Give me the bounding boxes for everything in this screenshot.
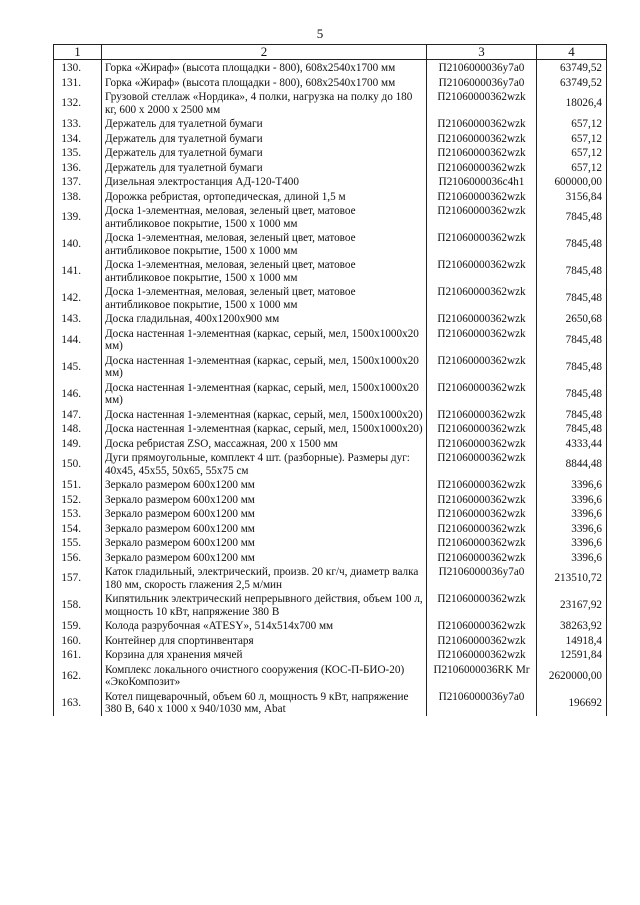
item-code: П21060000362wzk bbox=[427, 380, 537, 407]
item-value: 12591,84 bbox=[537, 647, 607, 662]
header-col-2: 2 bbox=[102, 45, 427, 60]
item-name: Горка «Жираф» (высота площадки - 800), 608х2540х1700 мм bbox=[102, 60, 427, 75]
table-row bbox=[54, 75, 607, 90]
item-name: Держатель для туалетной бумаги bbox=[102, 145, 427, 160]
item-value: 3396,6 bbox=[537, 506, 607, 521]
table-row bbox=[54, 131, 607, 146]
item-name: Доска 1-элементная, меловая, зеленый цвет, матовое антибликовое покрытие, 1500 х 1000 мм bbox=[102, 203, 427, 230]
row-number: 135. bbox=[54, 145, 102, 160]
item-name: Зеркало размером 600х1200 мм bbox=[102, 521, 427, 536]
item-value: 7845,48 bbox=[537, 203, 607, 230]
row-number: 146. bbox=[54, 380, 102, 407]
item-value: 2620000,00 bbox=[537, 662, 607, 689]
item-value: 4333,44 bbox=[537, 436, 607, 451]
header-col-3: 3 bbox=[427, 45, 537, 60]
item-name: Дизельная электростанция АД-120-Т400 bbox=[102, 174, 427, 189]
row-number: 147. bbox=[54, 407, 102, 422]
item-value: 3396,6 bbox=[537, 550, 607, 565]
item-code: П21060000362wzk bbox=[427, 492, 537, 507]
item-name: Дуги прямоугольные, комплект 4 шт. (разборные). Размеры дуг: 40х45, 45х55, 50х65, 55х75 см bbox=[102, 450, 427, 477]
table-row bbox=[54, 407, 607, 422]
table-row bbox=[54, 662, 607, 689]
header-row bbox=[54, 45, 607, 60]
table-row bbox=[54, 564, 607, 591]
row-number: 154. bbox=[54, 521, 102, 536]
row-number: 138. bbox=[54, 189, 102, 204]
row-number: 149. bbox=[54, 436, 102, 451]
table-row bbox=[54, 633, 607, 648]
item-value: 7845,48 bbox=[537, 257, 607, 284]
item-name: Колода разрубочная «ATESY», 514х514х700 мм bbox=[102, 618, 427, 633]
item-code: П21060000362wzk bbox=[427, 450, 537, 477]
item-code: П21060000362wzk bbox=[427, 145, 537, 160]
row-number: 155. bbox=[54, 535, 102, 550]
item-value: 38263,92 bbox=[537, 618, 607, 633]
row-number: 141. bbox=[54, 257, 102, 284]
item-name: Котел пищеварочный, объем 60 л, мощность 9 кВт, напряжение 380 В, 640 х 1000 х 940/1030 мм, Abat bbox=[102, 689, 427, 716]
item-value: 213510,72 bbox=[537, 564, 607, 591]
item-name: Держатель для туалетной бумаги bbox=[102, 116, 427, 131]
item-code: П21060000362wzk bbox=[427, 353, 537, 380]
item-value: 18026,4 bbox=[537, 89, 607, 116]
item-value: 3396,6 bbox=[537, 492, 607, 507]
row-number: 140. bbox=[54, 230, 102, 257]
item-name: Зеркало размером 600х1200 мм bbox=[102, 535, 427, 550]
table-row bbox=[54, 89, 607, 116]
item-value: 2650,68 bbox=[537, 311, 607, 326]
item-value: 657,12 bbox=[537, 116, 607, 131]
row-number: 159. bbox=[54, 618, 102, 633]
item-value: 7845,48 bbox=[537, 421, 607, 436]
row-number: 144. bbox=[54, 326, 102, 353]
item-code: П21060000362wzk bbox=[427, 436, 537, 451]
row-number: 162. bbox=[54, 662, 102, 689]
table-row bbox=[54, 421, 607, 436]
item-name: Грузовой стеллаж «Нордика», 4 полки, нагрузка на полку до 180 кг, 600 х 2000 х 2500 мм bbox=[102, 89, 427, 116]
table-row bbox=[54, 506, 607, 521]
item-code: П21060000362wzk bbox=[427, 521, 537, 536]
row-number: 133. bbox=[54, 116, 102, 131]
table-row bbox=[54, 477, 607, 492]
item-name: Зеркало размером 600х1200 мм bbox=[102, 506, 427, 521]
table-row bbox=[54, 380, 607, 407]
item-code: П21060000362wzk bbox=[427, 591, 537, 618]
item-name: Доска настенная 1-элементная (каркас, серый, мел, 1500х1000х20 мм) bbox=[102, 353, 427, 380]
item-name: Доска 1-элементная, меловая, зеленый цвет, матовое антибликовое покрытие, 1500 х 1000 мм bbox=[102, 230, 427, 257]
row-number: 151. bbox=[54, 477, 102, 492]
row-number: 163. bbox=[54, 689, 102, 716]
table-row bbox=[54, 550, 607, 565]
item-code: П21060000362wzk bbox=[427, 647, 537, 662]
row-number: 139. bbox=[54, 203, 102, 230]
row-number: 157. bbox=[54, 564, 102, 591]
table-row bbox=[54, 521, 607, 536]
row-number: 152. bbox=[54, 492, 102, 507]
row-number: 158. bbox=[54, 591, 102, 618]
row-number: 134. bbox=[54, 131, 102, 146]
item-code: П2106000036у7а0 bbox=[427, 60, 537, 75]
item-code: П21060000362wzk bbox=[427, 407, 537, 422]
table-row bbox=[54, 326, 607, 353]
table-row bbox=[54, 189, 607, 204]
item-value: 63749,52 bbox=[537, 60, 607, 75]
item-code: П21060000362wzk bbox=[427, 311, 537, 326]
row-number: 131. bbox=[54, 75, 102, 90]
row-number: 156. bbox=[54, 550, 102, 565]
item-value: 63749,52 bbox=[537, 75, 607, 90]
item-value: 657,12 bbox=[537, 160, 607, 175]
item-code: П21060000362wzk bbox=[427, 550, 537, 565]
table-row bbox=[54, 647, 607, 662]
item-code: П21060000362wzk bbox=[427, 203, 537, 230]
item-code: П2106000036у7а0 bbox=[427, 564, 537, 591]
item-value: 196692 bbox=[537, 689, 607, 716]
table-row bbox=[54, 145, 607, 160]
item-name: Держатель для туалетной бумаги bbox=[102, 131, 427, 146]
page-number: 5 bbox=[316, 26, 324, 41]
item-value: 7845,48 bbox=[537, 407, 607, 422]
table-row bbox=[54, 311, 607, 326]
item-code: П21060000362wzk bbox=[427, 89, 537, 116]
item-code: П2106000036с4h1 bbox=[427, 174, 537, 189]
item-value: 657,12 bbox=[537, 145, 607, 160]
item-code: П21060000362wzk bbox=[427, 506, 537, 521]
item-name: Доска настенная 1-элементная (каркас, серый, мел, 1500х1000х20 мм) bbox=[102, 380, 427, 407]
item-value: 14918,4 bbox=[537, 633, 607, 648]
table-row bbox=[54, 353, 607, 380]
item-value: 657,12 bbox=[537, 131, 607, 146]
item-value: 7845,48 bbox=[537, 353, 607, 380]
item-name: Дорожка ребристая, ортопедическая, длиной 1,5 м bbox=[102, 189, 427, 204]
item-name: Доска настенная 1-элементная (каркас, серый, мел, 1500х1000х20 мм) bbox=[102, 326, 427, 353]
row-number: 153. bbox=[54, 506, 102, 521]
item-name: Доска настенная 1-элементная (каркас, серый, мел, 1500х1000х20) bbox=[102, 421, 427, 436]
item-code: П21060000362wzk bbox=[427, 131, 537, 146]
item-name: Доска 1-элементная, меловая, зеленый цвет, матовое антибликовое покрытие, 1500 х 1000 мм bbox=[102, 284, 427, 311]
item-value: 3396,6 bbox=[537, 535, 607, 550]
row-number: 145. bbox=[54, 353, 102, 380]
row-number: 137. bbox=[54, 174, 102, 189]
item-value: 7845,48 bbox=[537, 326, 607, 353]
item-value: 3396,6 bbox=[537, 477, 607, 492]
item-name: Горка «Жираф» (высота площадки - 800), 608х2540х1700 мм bbox=[102, 75, 427, 90]
item-value: 7845,48 bbox=[537, 230, 607, 257]
table-row bbox=[54, 284, 607, 311]
row-number: 150. bbox=[54, 450, 102, 477]
item-code: П21060000362wzk bbox=[427, 189, 537, 204]
table-row bbox=[54, 689, 607, 716]
table-row bbox=[54, 203, 607, 230]
item-value: 8844,48 bbox=[537, 450, 607, 477]
item-code: П21060000362wzk bbox=[427, 535, 537, 550]
row-number: 136. bbox=[54, 160, 102, 175]
item-name: Держатель для туалетной бумаги bbox=[102, 160, 427, 175]
row-number: 161. bbox=[54, 647, 102, 662]
item-name: Комплекс локального очистного сооружения (КОС-П-БИО-20) «ЭкоКомпозит» bbox=[102, 662, 427, 689]
table-row bbox=[54, 535, 607, 550]
item-name: Каток гладильный, электрический, произв. 20 кг/ч, диаметр валка 180 мм, скорость глажения 2,5 м/мин bbox=[102, 564, 427, 591]
table-row bbox=[54, 116, 607, 131]
item-name: Корзина для хранения мячей bbox=[102, 647, 427, 662]
item-code: П21060000362wzk bbox=[427, 618, 537, 633]
table-row bbox=[54, 436, 607, 451]
item-code: П21060000362wzk bbox=[427, 230, 537, 257]
table-row bbox=[54, 591, 607, 618]
table-row bbox=[54, 450, 607, 477]
item-code: П2106000036у7а0 bbox=[427, 689, 537, 716]
table-row bbox=[54, 492, 607, 507]
item-value: 600000,00 bbox=[537, 174, 607, 189]
item-code: П21060000362wzk bbox=[427, 326, 537, 353]
item-code: П21060000362wzk bbox=[427, 284, 537, 311]
item-name: Доска ребристая ZSO, массажная, 200 х 1500 мм bbox=[102, 436, 427, 451]
inventory-table bbox=[53, 44, 607, 716]
row-number: 142. bbox=[54, 284, 102, 311]
item-code: П2106000036у7а0 bbox=[427, 75, 537, 90]
table-row bbox=[54, 257, 607, 284]
row-number: 132. bbox=[54, 89, 102, 116]
row-number: 148. bbox=[54, 421, 102, 436]
item-name: Зеркало размером 600х1200 мм bbox=[102, 550, 427, 565]
table-row bbox=[54, 160, 607, 175]
item-code: П2106000036RK Mr bbox=[427, 662, 537, 689]
row-number: 130. bbox=[54, 60, 102, 75]
item-value: 3396,6 bbox=[537, 521, 607, 536]
item-code: П21060000362wzk bbox=[427, 116, 537, 131]
item-name: Доска настенная 1-элементная (каркас, серый, мел, 1500х1000х20) bbox=[102, 407, 427, 422]
item-code: П21060000362wzk bbox=[427, 633, 537, 648]
item-value: 7845,48 bbox=[537, 380, 607, 407]
item-name: Контейнер для спортинвентаря bbox=[102, 633, 427, 648]
item-name: Кипятильник электрический непрерывного действия, объем 100 л, мощность 10 кВт, напряжение 380 В bbox=[102, 591, 427, 618]
header-col-1: 1 bbox=[54, 45, 102, 60]
item-code: П21060000362wzk bbox=[427, 477, 537, 492]
item-name: Доска гладильная, 400х1200х900 мм bbox=[102, 311, 427, 326]
row-number: 143. bbox=[54, 311, 102, 326]
table-row bbox=[54, 230, 607, 257]
item-value: 3156,84 bbox=[537, 189, 607, 204]
table-row bbox=[54, 618, 607, 633]
item-code: П21060000362wzk bbox=[427, 160, 537, 175]
item-name: Доска 1-элементная, меловая, зеленый цвет, матовое антибликовое покрытие, 1500 х 1000 мм bbox=[102, 257, 427, 284]
table-row bbox=[54, 174, 607, 189]
header-col-4: 4 bbox=[537, 45, 607, 60]
item-name: Зеркало размером 600х1200 мм bbox=[102, 477, 427, 492]
item-code: П21060000362wzk bbox=[427, 257, 537, 284]
item-code: П21060000362wzk bbox=[427, 421, 537, 436]
row-number: 160. bbox=[54, 633, 102, 648]
item-name: Зеркало размером 600х1200 мм bbox=[102, 492, 427, 507]
item-value: 23167,92 bbox=[537, 591, 607, 618]
item-value: 7845,48 bbox=[537, 284, 607, 311]
table-row bbox=[54, 60, 607, 75]
